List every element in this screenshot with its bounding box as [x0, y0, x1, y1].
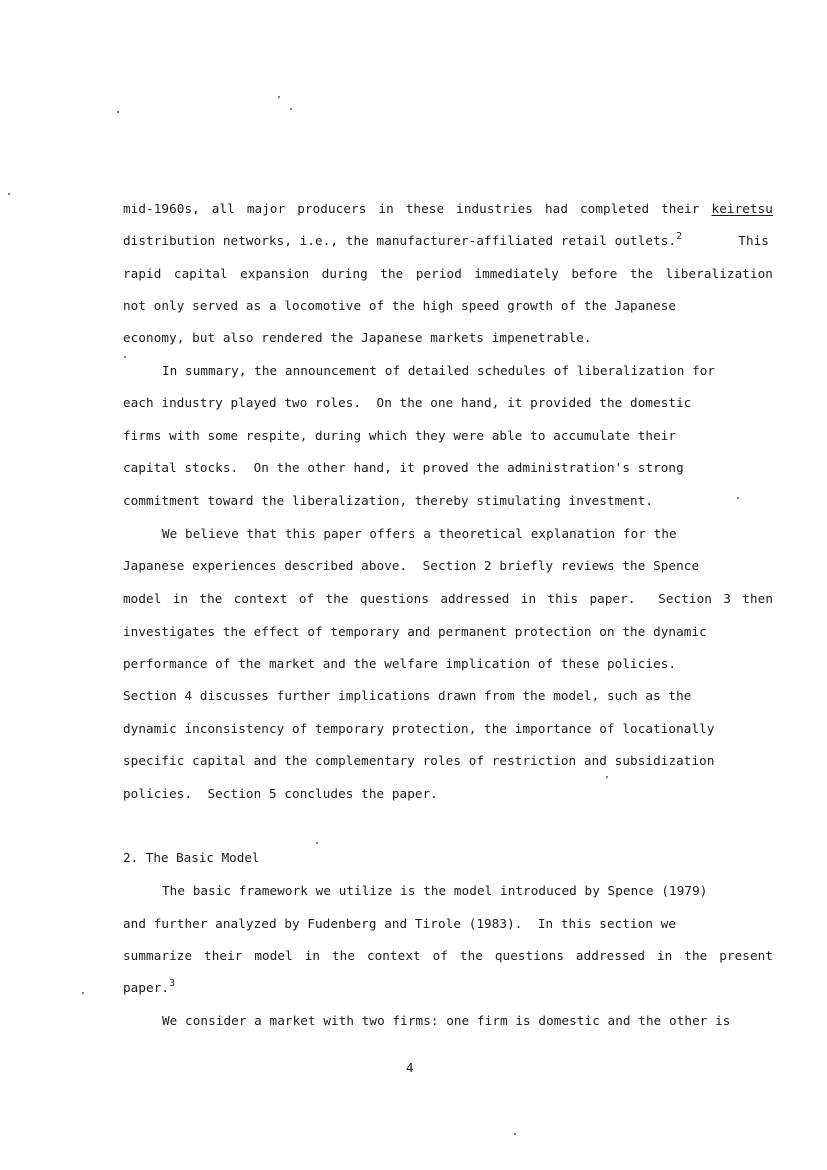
paragraph-3-line-8: specific capital and the complementary roles of restriction and subsidization	[123, 753, 715, 768]
paragraph-1-line-1	[123, 201, 773, 217]
paragraph-3-line-1: We believe that this paper offers a theoretical explanation for the	[162, 526, 677, 541]
paragraph-2-line-4: capital stocks. On the other hand, it proved the administration's strong	[123, 460, 684, 475]
paragraph-2-line-3: firms with some respite, during which they were able to accumulate their	[123, 428, 677, 443]
paragraph-1-line-1-text: mid-1960s, all major producers in these industries had completed their	[123, 201, 712, 216]
paragraph-4-line-4	[123, 980, 773, 996]
paragraph-3-line-9: policies. Section 5 concludes the paper.	[123, 786, 438, 801]
paragraph-1-line-2-text: distribution networks, i.e., the manufacturer-affiliated retail outlets.	[123, 233, 677, 248]
keiretsu-term: keiretsu	[711, 201, 773, 216]
scan-speck	[290, 108, 292, 110]
paragraph-3-line-7: dynamic inconsistency of temporary protection, the importance of locationally	[123, 721, 715, 736]
paragraph-1-line-4: not only served as a locomotive of the high speed growth of the Japanese	[123, 298, 677, 313]
scan-speck	[316, 842, 318, 844]
paragraph-4-line-3: summarize their model in the context of the questions addressed in the present	[123, 948, 773, 963]
paragraph-4-line-4-text: paper.	[123, 980, 170, 995]
paragraph-1-line-5: economy, but also rendered the Japanese markets impenetrable.	[123, 330, 592, 345]
paragraph-2-line-5: commitment toward the liberalization, thereby stimulating investment.	[123, 493, 654, 508]
paragraph-3-line-6: Section 4 discusses further implications drawn from the model, such as the	[123, 688, 692, 703]
paragraph-4-line-2: and further analyzed by Fudenberg and Tirole (1983). In this section we	[123, 916, 677, 931]
paragraph-3-line-2: Japanese experiences described above. Section 2 briefly reviews the Spence	[123, 558, 700, 573]
paragraph-1-line-3: rapid capital expansion during the period immediately before the liberalization	[123, 266, 773, 281]
scan-speck	[737, 497, 739, 499]
paragraph-3-line-5: performance of the market and the welfare implication of these policies.	[123, 656, 677, 671]
scan-speck	[8, 193, 10, 195]
footnote-marker-3: 3	[169, 978, 176, 989]
scan-speck	[82, 992, 84, 994]
paragraph-5-line-1: We consider a market with two firms: one firm is domestic and the other is	[162, 1013, 731, 1028]
paragraph-4-line-1: The basic framework we utilize is the model introduced by Spence (1979)	[162, 883, 708, 898]
scan-speck	[606, 776, 608, 778]
paragraph-2-line-1: In summary, the announcement of detailed schedules of liberalization for	[162, 363, 716, 378]
page-number: 4	[406, 1060, 414, 1075]
paragraph-1-line-2	[123, 233, 773, 249]
section-heading: 2. The Basic Model	[123, 850, 260, 865]
paragraph-3-line-4: investigates the effect of temporary and permanent protection on the dynamic	[123, 624, 707, 639]
paragraph-1-line-2-tail: This	[738, 233, 769, 248]
scan-speck	[124, 356, 126, 358]
scan-speck	[514, 1133, 516, 1135]
scan-speck	[278, 96, 280, 98]
scan-speck	[117, 111, 119, 113]
footnote-marker-2: 2	[676, 231, 683, 242]
paragraph-2-line-2: each industry played two roles. On the one hand, it provided the domestic	[123, 395, 692, 410]
paragraph-3-line-3: model in the context of the questions addressed in this paper. Section 3 then	[123, 591, 773, 606]
